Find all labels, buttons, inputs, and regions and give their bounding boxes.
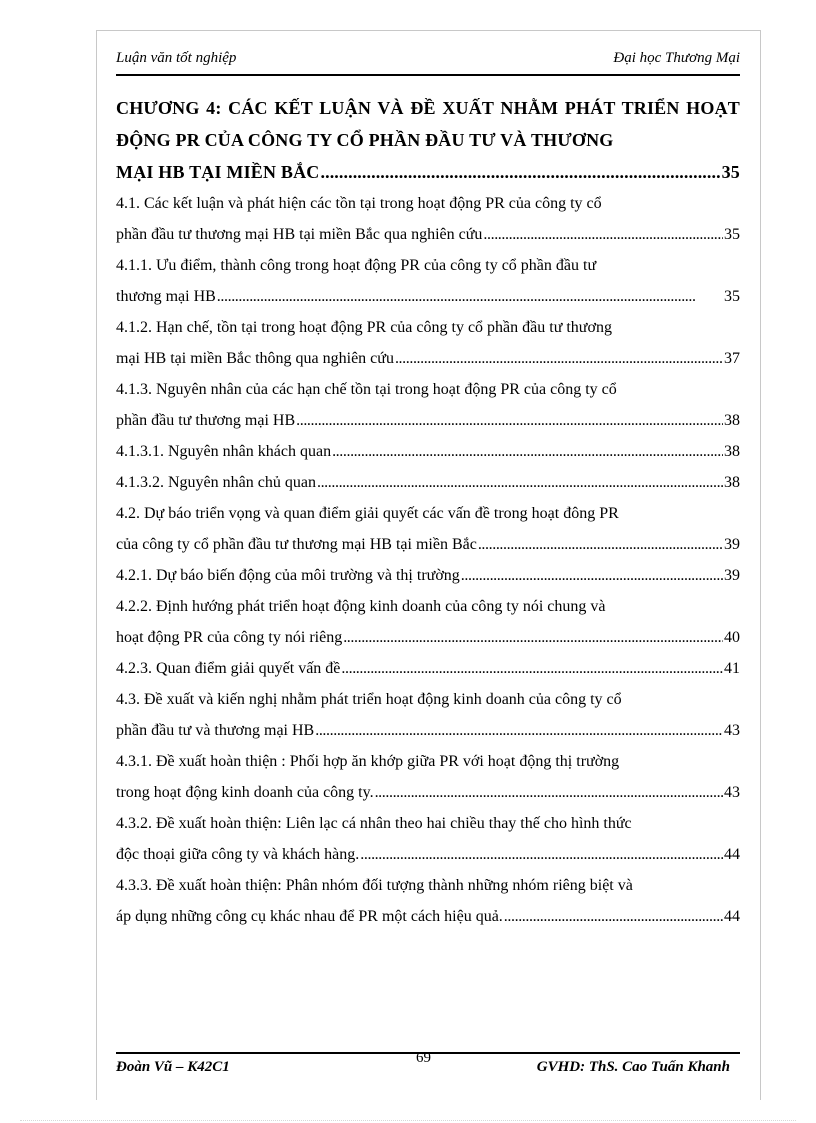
toc-entry-title-end: 4.2.1. Dự báo biến động của môi trường và thị trường	[116, 567, 460, 584]
toc-page-number: 41	[724, 660, 740, 677]
toc-page-number: 38	[724, 412, 740, 429]
toc-dot-leader	[217, 281, 723, 312]
toc-dot-leader	[296, 405, 723, 436]
toc-entry-title-end: phần đầu tư thương mại HB tại miền Bắc qua nghiên cứu	[116, 226, 483, 243]
toc-dot-leader	[317, 467, 723, 498]
header-thesis-label: Luận văn tốt nghiệp	[116, 50, 237, 66]
toc-dot-leader	[343, 622, 723, 653]
toc-dot-leader	[375, 777, 723, 808]
toc-entry-title-end: phần đầu tư thương mại HB	[116, 412, 296, 429]
footer-page-number: 69	[416, 1050, 431, 1066]
page-frame-right	[760, 30, 761, 1100]
toc-entry-title-end: áp dụng những công cụ khác nhau để PR một cách hiệu quả.	[116, 908, 503, 925]
toc-entry-title-end: 4.1.3.2. Nguyên nhân chủ quan	[116, 474, 316, 491]
toc-entry-line	[116, 467, 740, 498]
toc-entry-title: 4.3. Đề xuất và kiến nghị nhằm phát triển hoạt động kinh doanh của công ty cổ	[116, 691, 622, 708]
footer-author: Đoàn Vũ – K42C1	[116, 1059, 230, 1075]
toc-entry-line	[116, 343, 740, 374]
toc-entry-title-end: thương mại HB	[116, 288, 216, 305]
toc-dot-leader	[461, 560, 723, 591]
toc-page-number: 40	[724, 629, 740, 646]
toc-dot-leader	[483, 219, 723, 250]
toc-entry	[116, 808, 740, 870]
toc-entry-title-end: độc thoại giữa công ty và khách hàng.	[116, 846, 360, 863]
toc-entry-title: CHƯƠNG 4: CÁC KẾT LUẬN VÀ ĐỀ XUẤT NHẰM PHÁT TRIỂN HOẠT ĐỘNG PR CỦA CÔNG TY CỔ PHẦN ĐẦU TƯ VÀ THƯƠNG	[116, 98, 740, 150]
toc-entry-title: 4.1.3. Nguyên nhân của các hạn chế tồn tại trong hoạt động PR của công ty cổ	[116, 381, 617, 398]
toc-entry-title-end: phần đầu tư và thương mại HB	[116, 722, 315, 739]
toc-entry-title: 4.3.2. Đề xuất hoàn thiện: Liên lạc cá nhân theo hai chiều thay thế cho hình thức	[116, 815, 632, 832]
toc-entry	[116, 312, 740, 374]
page-header	[116, 50, 740, 72]
toc-entry-title-end: trong hoạt động kinh doanh của công ty.	[116, 784, 374, 801]
toc-entry	[116, 467, 740, 498]
toc-entry	[116, 591, 740, 653]
page-frame-left	[96, 30, 97, 1100]
toc-entry-title: 4.3.1. Đề xuất hoàn thiện : Phối hợp ăn khớp giữa PR với hoạt động thị trường	[116, 753, 620, 770]
header-university-label: Đại học Thương Mại	[613, 50, 740, 66]
toc-chapter-entry	[116, 92, 740, 188]
toc-entry-title: 4.3.3. Đề xuất hoàn thiện: Phân nhóm đối tượng thành những nhóm riêng biệt và	[116, 877, 633, 894]
toc-entry	[116, 250, 740, 312]
toc-entry	[116, 436, 740, 467]
toc-entry-line	[116, 560, 740, 591]
toc-dot-leader	[321, 156, 721, 188]
toc-entry-title-end: MẠI HB TẠI MIỀN BẮC	[116, 162, 320, 182]
toc-page-number: 35	[724, 288, 740, 305]
toc-page-number: 38	[724, 443, 740, 460]
table-of-contents	[116, 92, 740, 932]
toc-entry	[116, 653, 740, 684]
toc-entry	[116, 746, 740, 808]
toc-entry	[116, 560, 740, 591]
toc-entry	[116, 374, 740, 436]
toc-entry-title: 4.1. Các kết luận và phát hiện các tồn tại trong hoạt động PR của công ty cổ	[116, 195, 602, 212]
toc-page-number: 43	[724, 784, 740, 801]
toc-page-number: 43	[724, 722, 740, 739]
toc-entry-title: 4.2. Dự báo triển vọng và quan điểm giải quyết các vấn đề trong hoạt đông PR	[116, 505, 619, 522]
toc-entry-title-end: mại HB tại miền Bắc thông qua nghiên cứu	[116, 350, 394, 367]
toc-entry-line	[116, 777, 740, 808]
toc-page-number: 38	[724, 474, 740, 491]
toc-page-number: 39	[724, 536, 740, 553]
toc-entry-line	[116, 529, 740, 560]
toc-entry-line	[116, 436, 740, 467]
header-rule	[116, 74, 740, 76]
toc-entry-title-end: của công ty cổ phần đầu tư thương mại HB tại miền Bắc	[116, 536, 477, 553]
toc-entry-line	[116, 653, 740, 684]
toc-entry	[116, 684, 740, 746]
toc-entry-line	[116, 901, 740, 932]
toc-page-number: 37	[724, 350, 740, 367]
toc-page-number: 39	[724, 567, 740, 584]
toc-dot-leader	[332, 436, 723, 467]
toc-entry-line	[116, 219, 740, 250]
toc-dot-leader	[360, 839, 723, 870]
toc-entry-line	[116, 405, 740, 436]
toc-dot-leader	[341, 653, 723, 684]
toc-entry-title-end: 4.1.3.1. Nguyên nhân khách quan	[116, 443, 332, 460]
toc-entry-line	[116, 715, 740, 746]
toc-dot-leader	[504, 901, 723, 932]
toc-page-number: 35	[721, 162, 740, 182]
toc-entry-line	[116, 622, 740, 653]
page-footer	[116, 1050, 740, 1078]
toc-entry	[116, 870, 740, 932]
toc-entry-line	[116, 281, 740, 312]
toc-entry-line	[116, 156, 740, 188]
toc-entry	[116, 498, 740, 560]
toc-entry-title-end: 4.2.3. Quan điểm giải quyết vấn đề	[116, 660, 341, 677]
toc-page-number: 44	[724, 846, 740, 863]
toc-entry-line	[116, 839, 740, 870]
toc-page-number: 44	[724, 908, 740, 925]
toc-page-number: 35	[724, 226, 740, 243]
toc-dot-leader	[315, 715, 723, 746]
toc-entry	[116, 188, 740, 250]
footer-advisor: GVHD: ThS. Cao Tuấn Khanh	[536, 1059, 730, 1075]
page-frame-top	[96, 30, 760, 31]
toc-entry-title: 4.1.2. Hạn chế, tồn tại trong hoạt động PR của công ty cổ phần đầu tư thương	[116, 319, 612, 336]
toc-entry-title: 4.1.1. Ưu điểm, thành công trong hoạt động PR của công ty cổ phần đầu tư	[116, 257, 597, 274]
page-bottom-edge	[20, 1120, 796, 1121]
toc-dot-leader	[395, 343, 723, 374]
toc-entry-title-end: hoạt động PR của công ty nói riêng	[116, 629, 343, 646]
toc-entry-title: 4.2.2. Định hướng phát triển hoạt động kinh doanh của công ty nói chung và	[116, 598, 606, 615]
toc-dot-leader	[478, 529, 723, 560]
